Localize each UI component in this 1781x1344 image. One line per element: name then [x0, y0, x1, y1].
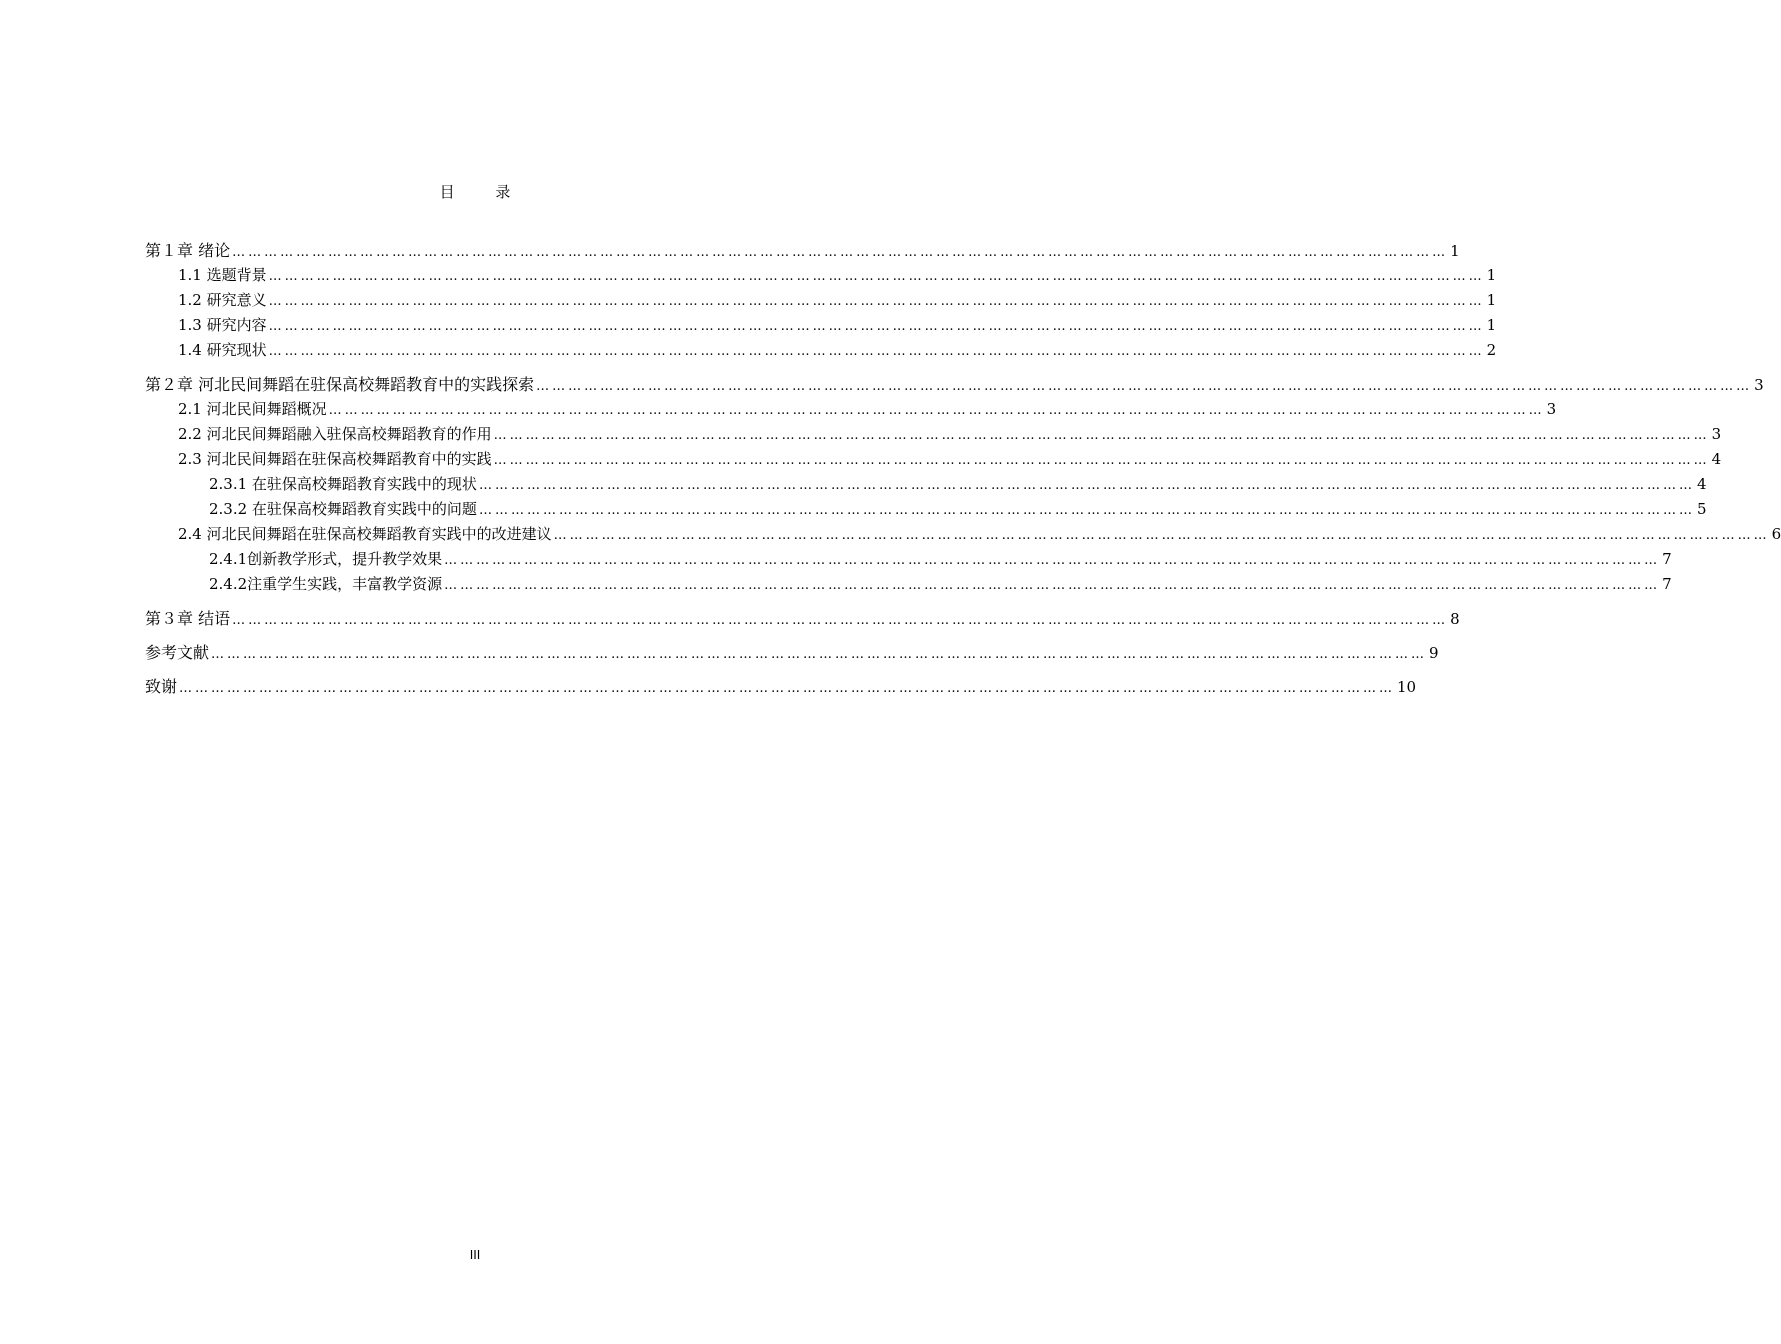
toc-entry[interactable] — [145, 238, 1460, 263]
toc-leader-dots: ………………………………………………………………………………………………………………………………………………………………………………………………………… — [232, 613, 1449, 628]
toc-entry-text: 2.4.2注重学生实践，丰富教学资源 — [209, 575, 443, 593]
toc-leader-dots: ………………………………………………………………………………………………………………………………………………………………………………………………………… — [211, 647, 1428, 662]
toc-entry-text: 2.4.1创新教学形式，提升教学效果 — [209, 550, 443, 568]
toc-entry-page: 5 — [1696, 500, 1707, 518]
toc-entry[interactable] — [145, 547, 1672, 572]
toc-entry[interactable] — [145, 497, 1707, 522]
toc-leader-dots: ………………………………………………………………………………………………………………………………………………………………………………………………………… — [268, 344, 1485, 359]
toc-entry-page: 4 — [1711, 450, 1722, 468]
toc-entry-text: 2.3 河北民间舞蹈在驻保高校舞蹈教育中的实践 — [178, 450, 492, 468]
toc-entry[interactable] — [145, 472, 1707, 497]
toc-entry[interactable] — [145, 397, 1557, 422]
toc-leader-dots: ………………………………………………………………………………………………………………………………………………………………………………………………………… — [179, 681, 1396, 696]
toc-entry[interactable] — [145, 447, 1722, 472]
toc-entry-page: 8 — [1450, 610, 1460, 628]
toc-leader-dots: ………………………………………………………………………………………………………………………………………………………………………………………………………… — [478, 503, 1695, 518]
toc-leader-dots: ………………………………………………………………………………………………………………………………………………………………………………………………………… — [444, 553, 1661, 568]
toc-leader-dots: ………………………………………………………………………………………………………………………………………………………………………………………………………… — [493, 453, 1710, 468]
toc-leader-dots: ………………………………………………………………………………………………………………………………………………………………………………………………………… — [232, 245, 1449, 260]
toc-leader-dots: ………………………………………………………………………………………………………………………………………………………………………………………………………… — [268, 294, 1485, 309]
toc-entry-text: 1.3 研究内容 — [178, 316, 267, 334]
toc-entry-text: 2.3.2 在驻保高校舞蹈教育实践中的问题 — [209, 500, 477, 518]
toc-entry-page: 3 — [1546, 400, 1557, 418]
table-of-contents — [145, 238, 1781, 699]
toc-entry-page: 3 — [1754, 376, 1764, 394]
toc-entry-page: 7 — [1662, 575, 1672, 593]
toc-entry-page: 10 — [1397, 678, 1417, 696]
toc-entry-page: 9 — [1429, 644, 1439, 662]
toc-entry[interactable] — [145, 338, 1497, 363]
toc-entry-page: 6 — [1771, 525, 1781, 543]
toc-entry-text: 1.2 研究意义 — [178, 291, 267, 309]
toc-entry[interactable] — [145, 372, 1764, 397]
toc-leader-dots: ………………………………………………………………………………………………………………………………………………………………………………………………………… — [328, 403, 1545, 418]
toc-entry-page: 2 — [1486, 341, 1497, 359]
toc-entry-text: 2.1 河北民间舞蹈概况 — [178, 400, 327, 418]
toc-leader-dots: ………………………………………………………………………………………………………………………………………………………………………………………………………… — [553, 528, 1770, 543]
toc-entry-text: 2.3.1 在驻保高校舞蹈教育实践中的现状 — [209, 475, 477, 493]
toc-entry-page: 1 — [1486, 291, 1497, 309]
toc-entry-text: 第３章 结语 — [145, 609, 231, 628]
toc-entry-text: 致谢 — [145, 677, 178, 696]
toc-entry-text: 2.4 河北民间舞蹈在驻保高校舞蹈教育实践中的改进建议 — [178, 525, 552, 543]
toc-entry-page: 1 — [1450, 242, 1460, 260]
toc-entry[interactable] — [145, 522, 1781, 547]
page-number: III — [469, 1248, 481, 1262]
toc-entry[interactable] — [145, 313, 1497, 338]
toc-title: 目 录 — [439, 183, 529, 201]
toc-entry-page: 1 — [1486, 266, 1497, 284]
toc-leader-dots: ………………………………………………………………………………………………………………………………………………………………………………………………………… — [268, 269, 1485, 284]
toc-entry-text: 参考文献 — [145, 643, 210, 662]
toc-leader-dots: ………………………………………………………………………………………………………………………………………………………………………………………………………… — [444, 578, 1661, 593]
toc-entry[interactable] — [145, 263, 1497, 288]
toc-entry-page: 1 — [1486, 316, 1497, 334]
toc-leader-dots: ………………………………………………………………………………………………………………………………………………………………………………………………………… — [536, 379, 1753, 394]
toc-entry[interactable] — [145, 422, 1722, 447]
toc-leader-dots: ………………………………………………………………………………………………………………………………………………………………………………………………………… — [478, 478, 1695, 493]
toc-entry[interactable] — [145, 606, 1460, 631]
toc-entry[interactable] — [145, 288, 1497, 313]
toc-entry-page: 4 — [1696, 475, 1707, 493]
toc-leader-dots: ………………………………………………………………………………………………………………………………………………………………………………………………………… — [268, 319, 1485, 334]
toc-entry[interactable] — [145, 640, 1439, 665]
toc-entry-page: 3 — [1711, 425, 1722, 443]
toc-leader-dots: ………………………………………………………………………………………………………………………………………………………………………………………………………… — [493, 428, 1710, 443]
toc-entry[interactable] — [145, 572, 1672, 597]
toc-entry-text: 2.2 河北民间舞蹈融入驻保高校舞蹈教育的作用 — [178, 425, 492, 443]
toc-entry[interactable] — [145, 674, 1417, 699]
toc-entry-text: 1.4 研究现状 — [178, 341, 267, 359]
toc-entry-text: 第１章 绪论 — [145, 241, 231, 260]
toc-entry-text: 1.1 选题背景 — [178, 266, 267, 284]
toc-entry-text: 第２章 河北民间舞蹈在驻保高校舞蹈教育中的实践探索 — [145, 375, 535, 394]
toc-entry-page: 7 — [1662, 550, 1672, 568]
